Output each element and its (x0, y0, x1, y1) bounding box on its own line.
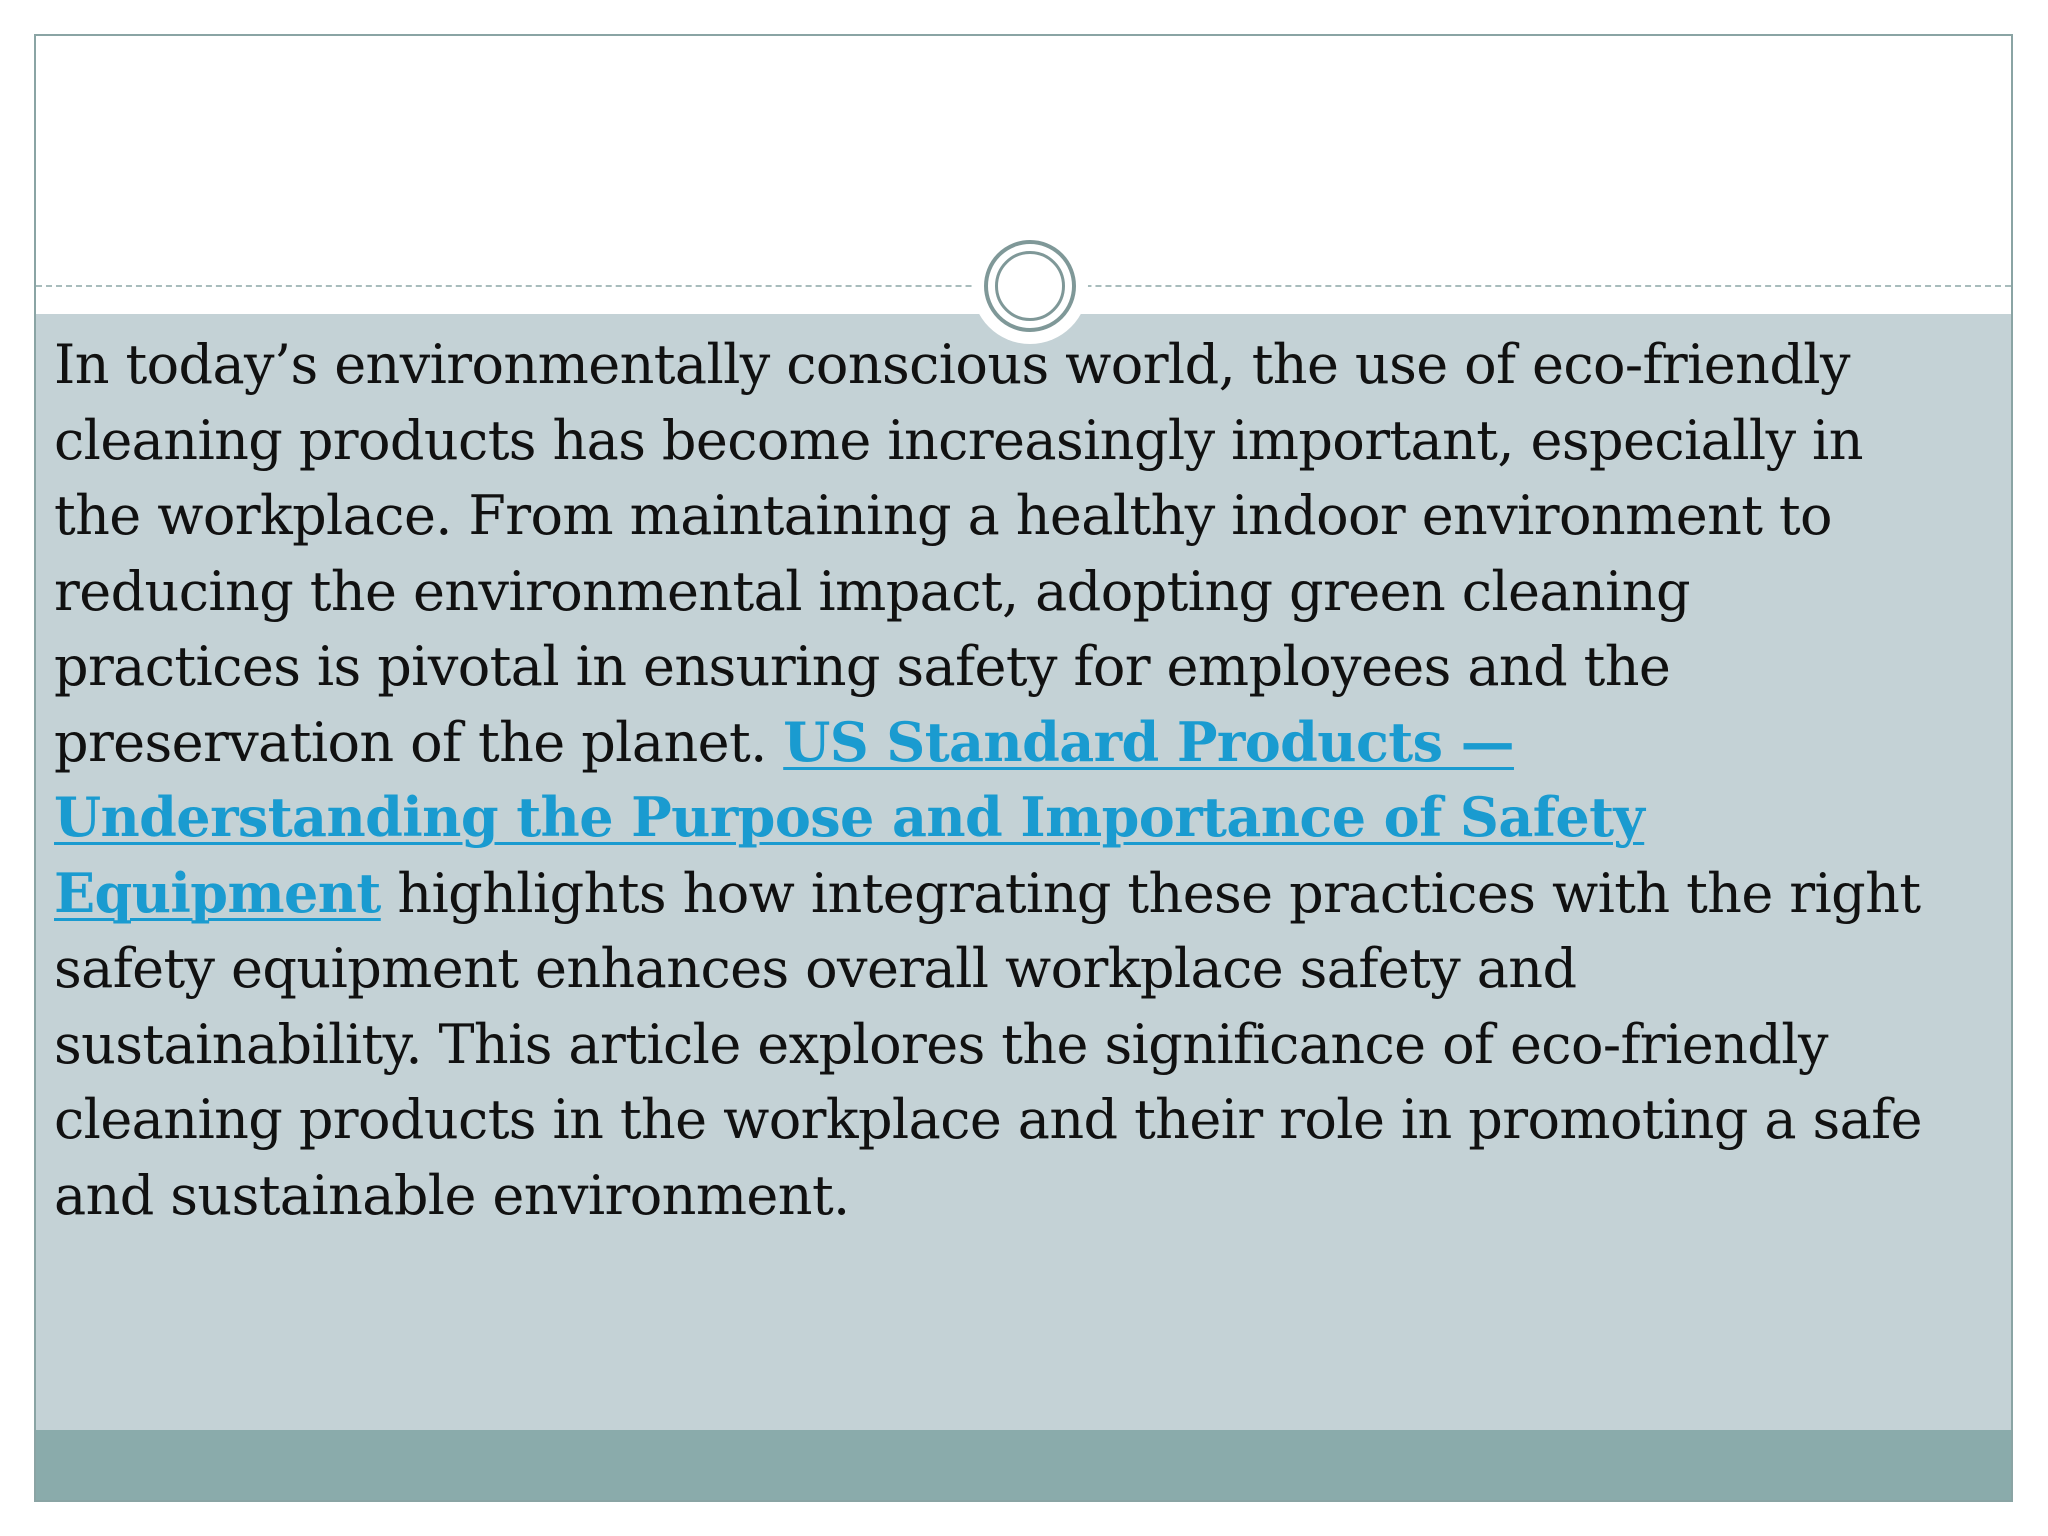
paragraph-text-after-link: highlights how integrating these practices with the right safety equipment enhances overall workplace safety and sustainability. This article explores the significance of eco-friendly cleaning products in the workplace and their role in promoting a safe and sustainable environment. (54, 861, 1922, 1227)
outer-ring (984, 240, 1076, 332)
body-paragraph (54, 327, 1934, 1233)
paragraph-text-before-link: In today’s environmentally conscious world, the use of eco-friendly cleaning products has become increasingly important, especially in the workplace. From maintaining a healthy indoor environment to reducing the environmental impact, adopting green cleaning practices is pivotal in ensuring safety for employees and the preservation of the planet. (54, 333, 1863, 774)
inner-ring (995, 251, 1065, 321)
us-standard-products-link[interactable]: US Standard Products — Understanding the Purpose and Importance of Safety Equipment (54, 709, 1645, 925)
footer-band (36, 1430, 2011, 1500)
